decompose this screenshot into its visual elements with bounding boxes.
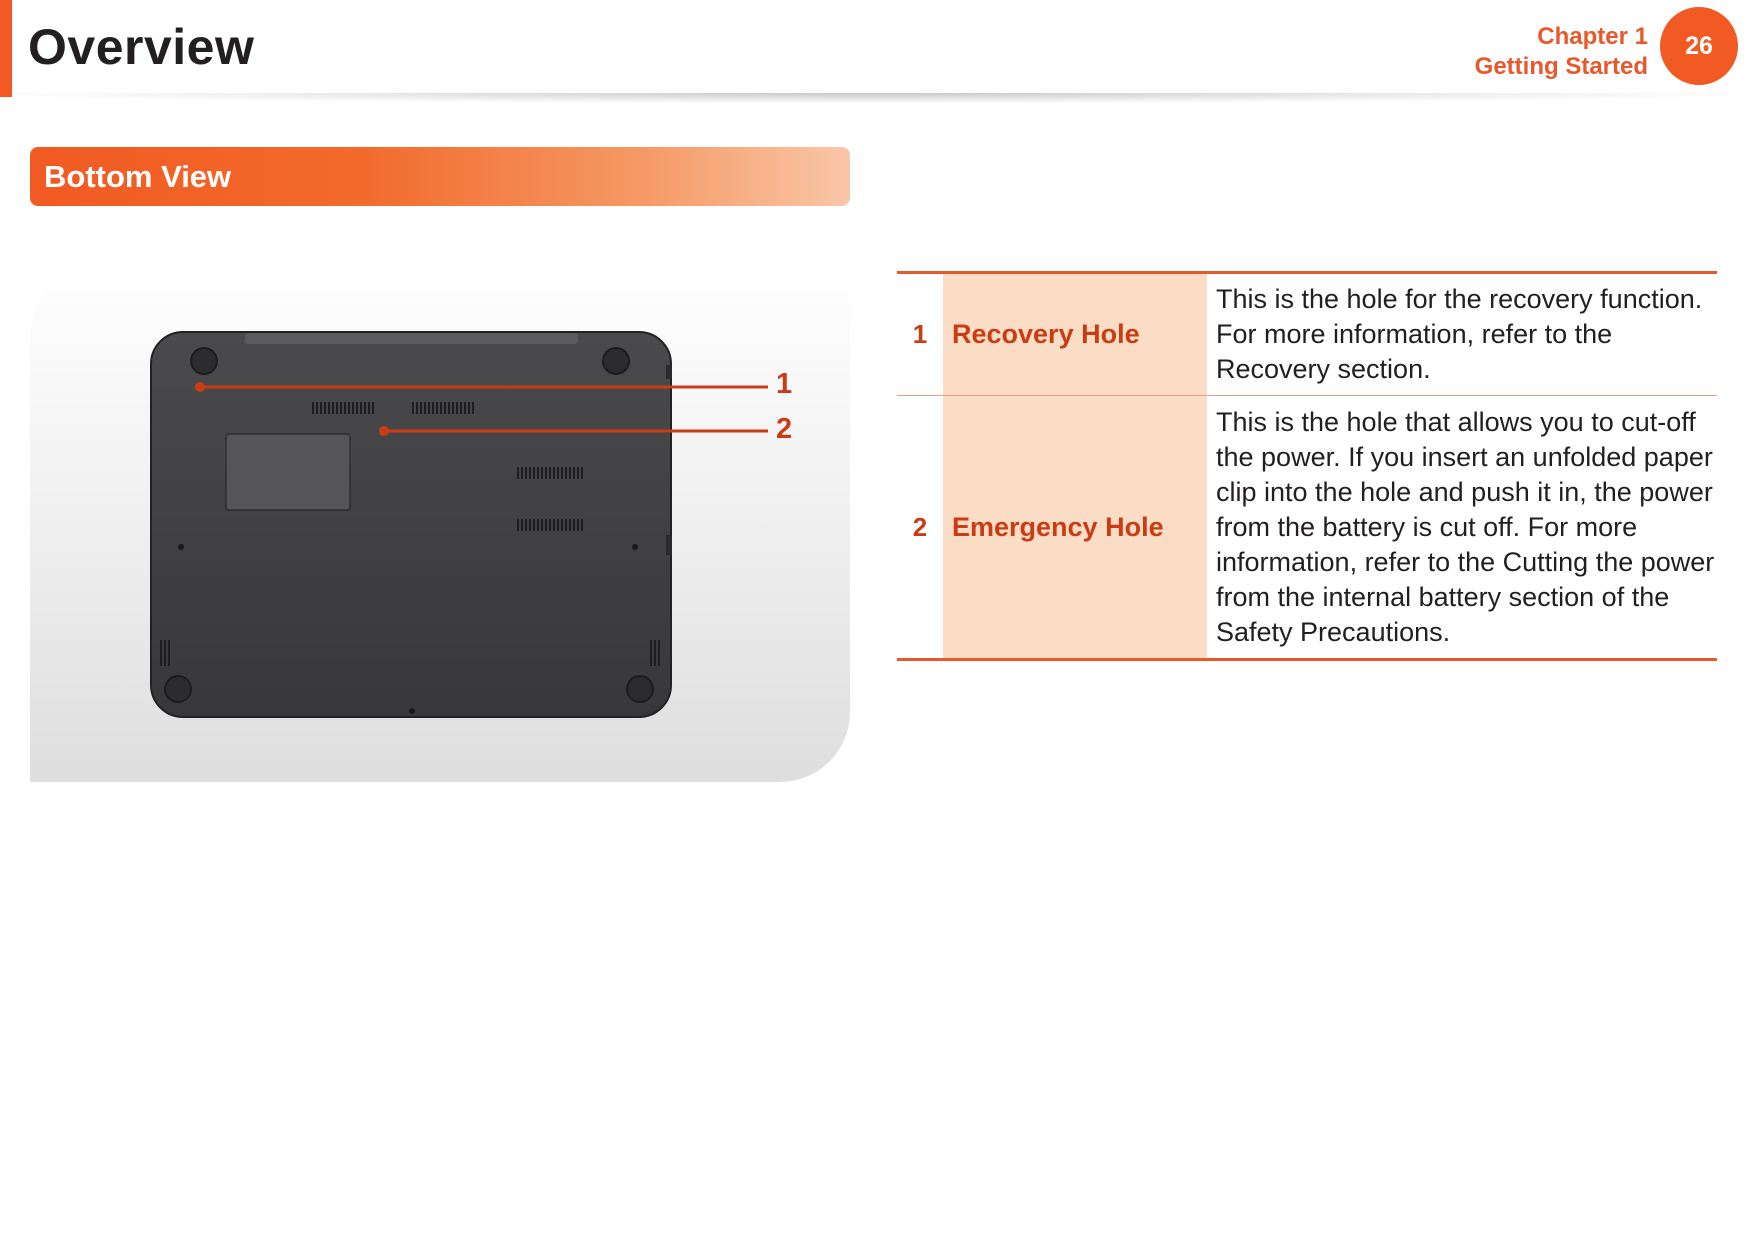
compartment-cover	[226, 434, 350, 510]
bottom-view-figure	[30, 265, 850, 782]
table-row	[897, 273, 1717, 396]
part-description-text: This is the hole that allows you to cut-off the power. If you insert an unfolded paper clip into the hole and push it in, the power from the battery is cut off. For more information, refer to the Cutting the power from the internal battery section of the Safety Precautions.	[1216, 406, 1715, 647]
header-divider	[12, 93, 1732, 103]
left-accent-bar	[0, 0, 12, 97]
page-number-badge: 26	[1660, 7, 1738, 85]
part-name: Recovery Hole	[943, 273, 1207, 396]
table-row	[897, 396, 1717, 660]
chapter-heading	[1475, 22, 1648, 82]
section-banner	[30, 147, 850, 206]
part-name: Emergency Hole	[943, 396, 1207, 660]
part-description	[1207, 273, 1717, 396]
chapter-subtitle: Getting Started	[1474, 53, 1648, 80]
row-number: 1	[897, 273, 943, 396]
callout-number-2: 2	[776, 413, 793, 445]
part-description	[1207, 396, 1717, 660]
part-description-text: This is the hole for the recovery function. For more information, refer to the Recovery section.	[1216, 284, 1703, 384]
page-title: Overview	[28, 19, 255, 75]
bottom-view-parts-table	[897, 271, 1717, 661]
row-number: 2	[912, 511, 928, 542]
callout-number-1: 1	[776, 368, 793, 400]
laptop-bottom-illustration	[30, 265, 850, 782]
chapter-label: Chapter 1	[1537, 23, 1648, 50]
section-title: Bottom View	[44, 159, 232, 194]
